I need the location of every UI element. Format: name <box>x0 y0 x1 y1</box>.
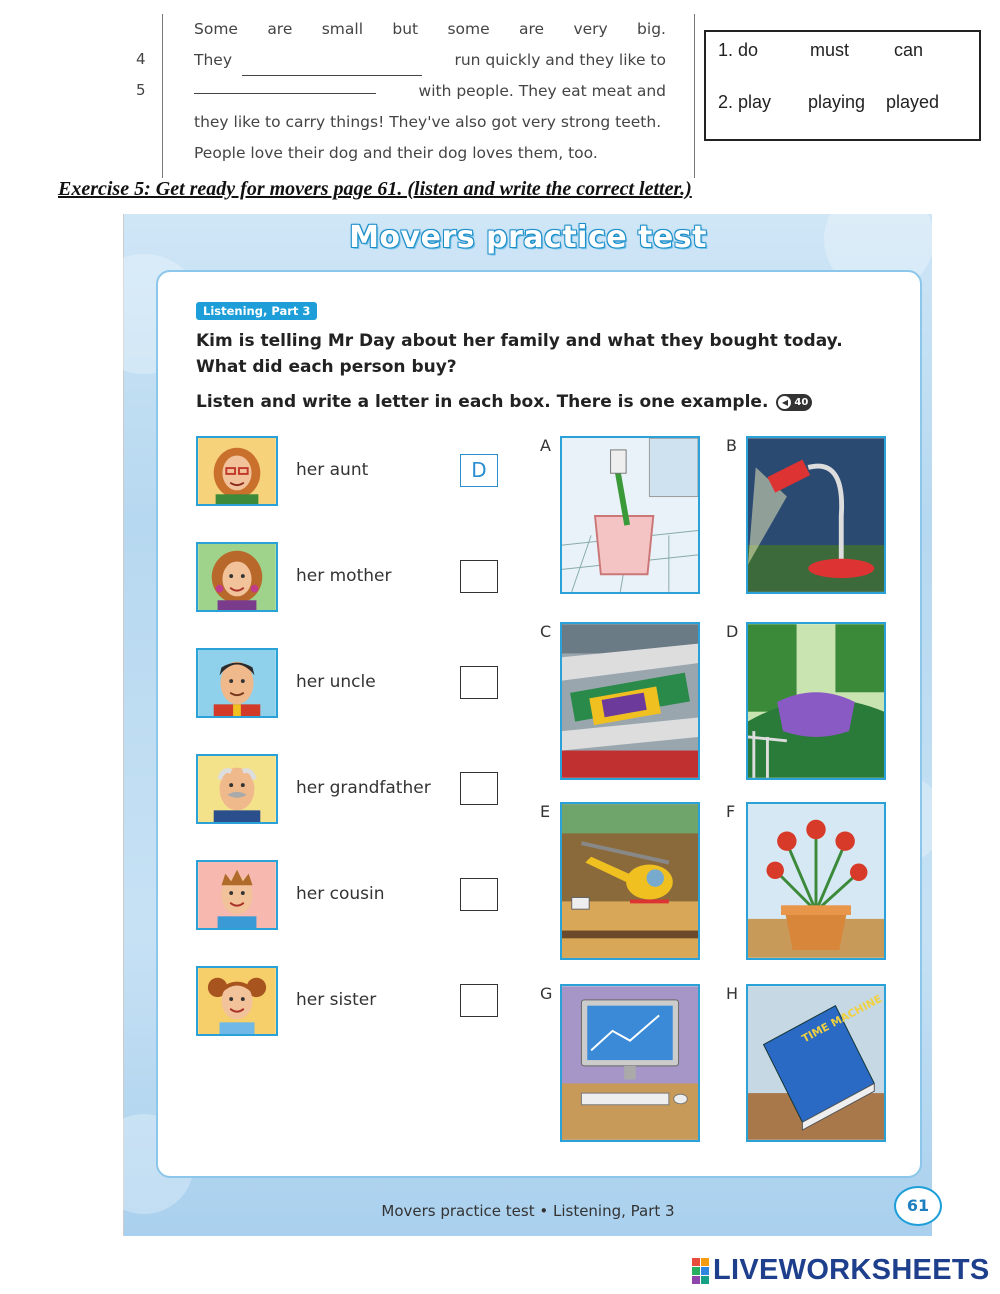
exercise-title: Exercise 5: Get ready for movers page 61. (listen and write the correct letter.) <box>58 178 692 200</box>
person-label: her grandfather <box>296 778 431 798</box>
chocolate-picture <box>560 622 700 780</box>
reading-passage <box>110 0 700 178</box>
picture-letter: A <box>540 436 551 455</box>
passage-line-1: Some are small but some are very big. <box>194 20 666 38</box>
cousin-portrait <box>196 860 278 930</box>
person-label: her sister <box>296 990 377 1010</box>
lamp-picture <box>746 436 886 594</box>
word-row-2: 2. play playing played <box>718 92 940 112</box>
computer-picture <box>560 984 700 1142</box>
line-number: 4 <box>136 50 146 68</box>
flowers-picture <box>746 802 886 960</box>
brand-logo-icon <box>692 1258 709 1284</box>
passage-line-3: with people. They eat meat and <box>194 76 666 107</box>
book-page <box>98 214 932 1236</box>
picture-letter: H <box>726 984 739 1003</box>
line-number: 5 <box>136 81 146 99</box>
book-picture <box>746 984 886 1142</box>
intro-text: Kim is telling Mr Day about her family and what they bought today. What did each person buy? <box>196 331 843 377</box>
page-number: 61 <box>894 1186 942 1226</box>
exercise-panel <box>156 270 922 1178</box>
uncle-portrait <box>196 648 278 718</box>
person-label: her cousin <box>296 884 385 904</box>
picture-letter: D <box>726 622 739 641</box>
picture-letter: E <box>540 802 551 821</box>
word-row-1: 1. do must can <box>718 40 924 60</box>
page-background <box>124 214 932 1236</box>
answer-box[interactable] <box>460 560 498 593</box>
picture-letter: G <box>540 984 553 1003</box>
answer-box-example: D <box>460 454 498 487</box>
liveworksheets-logo <box>692 1254 990 1287</box>
passage-line-2: They run quickly and they like to <box>194 45 666 76</box>
grandfather-portrait <box>196 754 278 824</box>
blanket-picture <box>746 622 886 780</box>
sister-portrait <box>196 966 278 1036</box>
divider <box>694 14 695 178</box>
passage-text <box>194 14 666 169</box>
blank-4[interactable] <box>242 58 422 76</box>
person-row <box>196 966 506 1038</box>
answer-box[interactable] <box>460 666 498 699</box>
answer-box[interactable] <box>460 878 498 911</box>
person-label: her aunt <box>296 460 369 480</box>
audio-icon[interactable]: ◀ 40 <box>776 394 812 411</box>
divider <box>162 14 163 178</box>
passage-line-4: they like to carry things! They've also got very strong teeth. <box>194 113 662 131</box>
book-title: Movers practice test <box>349 220 707 255</box>
person-label: her mother <box>296 566 392 586</box>
part-badge: Listening, Part 3 <box>196 302 317 320</box>
person-row <box>196 542 506 614</box>
passage-line-5: People love their dog and their dog loves them, too. <box>194 144 598 162</box>
person-label: her uncle <box>296 672 376 692</box>
page-footer: Movers practice test • Listening, Part 3 <box>381 1202 675 1220</box>
answer-box[interactable] <box>460 772 498 805</box>
person-row <box>196 754 506 826</box>
toothbrush-picture <box>560 436 700 594</box>
blank-5[interactable] <box>194 76 376 94</box>
brand-name: LIVEWORKSHEETS <box>713 1254 990 1286</box>
person-row <box>196 860 506 932</box>
mother-portrait <box>196 542 278 612</box>
book-cover-text: TIME MACHINE <box>799 992 884 1046</box>
line-numbers <box>136 44 146 106</box>
picture-letter: C <box>540 622 552 641</box>
aunt-portrait <box>196 436 278 506</box>
picture-letter: B <box>726 436 737 455</box>
word-choice-box <box>704 30 981 141</box>
helicopter-picture <box>560 802 700 960</box>
answer-box[interactable] <box>460 984 498 1017</box>
instruction: Listen and write a letter in each box. There is one example. ◀ 40 <box>196 392 812 412</box>
person-row <box>196 648 506 720</box>
picture-letter: F <box>726 802 736 821</box>
person-row <box>196 436 506 508</box>
